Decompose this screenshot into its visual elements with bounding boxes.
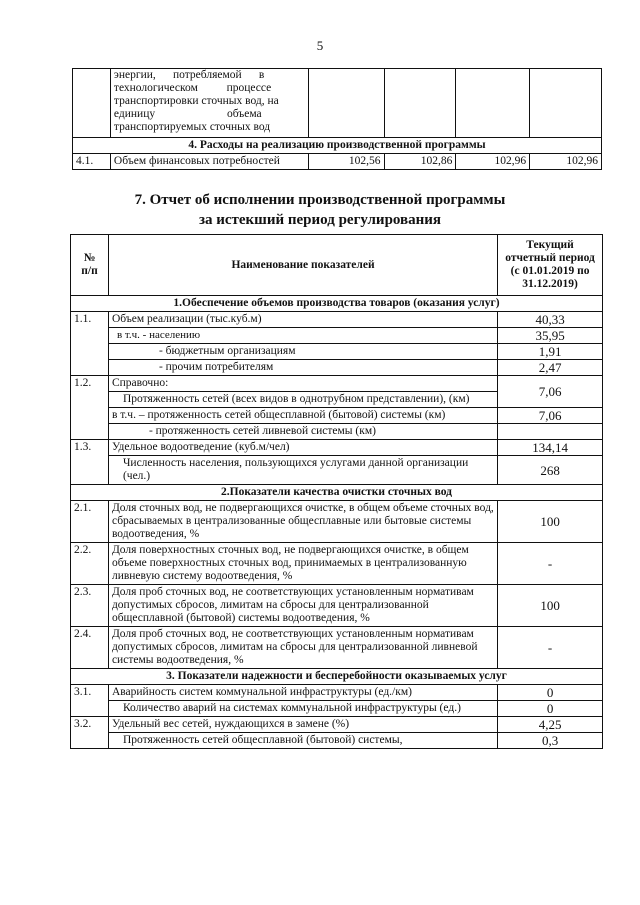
table-row bbox=[71, 501, 603, 543]
header-row bbox=[71, 235, 603, 296]
table-row bbox=[73, 154, 602, 170]
row-value-empty bbox=[498, 424, 603, 440]
row-number: 3.2. bbox=[71, 717, 109, 749]
continued-text-line: транспортировки сточных вод, на bbox=[113, 95, 279, 107]
table-row bbox=[71, 376, 603, 392]
continued-row bbox=[73, 69, 602, 138]
header-num-pp: п/п bbox=[81, 265, 98, 277]
row-number: 2.1. bbox=[71, 501, 109, 543]
row-name: - прочим потребителям bbox=[108, 360, 497, 376]
continued-text-line: транспортируемых сточных вод bbox=[113, 121, 271, 133]
header-num bbox=[71, 235, 109, 296]
row-value: 35,95 bbox=[498, 328, 603, 344]
row-value: 134,14 bbox=[498, 440, 603, 456]
table-row bbox=[71, 456, 603, 485]
continued-text-line: единицу объема bbox=[113, 108, 262, 120]
row-number: 2.3. bbox=[71, 585, 109, 627]
row-name: в т.ч. – протяженность сетей общесплавной (бытовой) системы (км) bbox=[108, 408, 497, 424]
row-value: 0,3 bbox=[498, 733, 603, 749]
table-row bbox=[71, 733, 603, 749]
row-value: 2,47 bbox=[498, 360, 603, 376]
row-name: Доля поверхностных сточных вод, не подвергающихся очистке, в общем объеме поверхностных сточных вод, принимаемых в централизованную ливневую систему водоотведения, % bbox=[108, 543, 497, 585]
title-line-2: за истекший период регулирования bbox=[198, 212, 442, 228]
row-value: 100 bbox=[498, 501, 603, 543]
row-number: 2.2. bbox=[71, 543, 109, 585]
row-value: 4,25 bbox=[498, 717, 603, 733]
table-row bbox=[71, 440, 603, 456]
header-name: Наименование показателей bbox=[108, 235, 497, 296]
header-period: Текущий отчетный период (с 01.01.2019 по 31.12.2019) bbox=[498, 235, 603, 296]
row-value: 0 bbox=[498, 685, 603, 701]
row-value: - bbox=[498, 627, 603, 669]
row-value: 102,56 bbox=[308, 154, 384, 170]
table-row bbox=[71, 360, 603, 376]
row-value: 100 bbox=[498, 585, 603, 627]
row-name: Доля проб сточных вод, не соответствующих установленным нормативам допустимых сбросов, лимитам на сбросы для централизованной общесплавной (бытовой) системы водоотведения, % bbox=[108, 585, 497, 627]
section3-header: 3. Показатели надежности и бесперебойности оказываемых услуг bbox=[71, 669, 603, 685]
row-name: Протяженность сетей (всех видов в однотрубном представлении), (км) bbox=[108, 392, 497, 408]
continued-text-line: технологическом процессе bbox=[113, 82, 272, 94]
report-table bbox=[70, 234, 603, 749]
row-name: Доля проб сточных вод, не соответствующих установленным нормативам допустимых сбросов, лимитам на сбросы для централизованной ливневой системы водоотведения, % bbox=[108, 627, 497, 669]
table-row bbox=[71, 627, 603, 669]
page-number: 5 bbox=[316, 38, 324, 53]
row-name: Удельный вес сетей, нуждающихся в замене (%) bbox=[108, 717, 497, 733]
row-value: 102,96 bbox=[456, 154, 530, 170]
row-name: в т.ч. - населению bbox=[108, 328, 497, 344]
row-number: 2.4. bbox=[71, 627, 109, 669]
row-value: 102,96 bbox=[530, 154, 602, 170]
row-name: Численность населения, пользующихся услугами данной организации (чел.) bbox=[108, 456, 497, 485]
table-row bbox=[71, 717, 603, 733]
row-value: 40,33 bbox=[498, 312, 603, 328]
row-number: 1.3. bbox=[71, 440, 109, 485]
row-number: 1.1. bbox=[71, 312, 109, 376]
table-row bbox=[71, 344, 603, 360]
table-row bbox=[71, 408, 603, 424]
row-name: Объем реализации (тыс.куб.м) bbox=[108, 312, 497, 328]
title-line-1: 7. Отчет об исполнении производственной программы bbox=[134, 192, 506, 208]
row-value: 7,06 bbox=[498, 408, 603, 424]
section-header-row bbox=[73, 138, 602, 154]
row-name: Объем финансовых потребностей bbox=[110, 154, 308, 170]
row-value: - bbox=[498, 543, 603, 585]
row-name: Справочно: bbox=[108, 376, 497, 392]
table-row bbox=[71, 424, 603, 440]
continued-table bbox=[72, 68, 602, 170]
table-row bbox=[71, 685, 603, 701]
row-value: 1,91 bbox=[498, 344, 603, 360]
table-row bbox=[71, 543, 603, 585]
section1-header: 1.Обеспечение объемов производства товаров (оказания услуг) bbox=[71, 296, 603, 312]
header-num-sign: № bbox=[83, 252, 96, 264]
table-row bbox=[71, 312, 603, 328]
row-number: 1.2. bbox=[71, 376, 109, 440]
section4-header: 4. Расходы на реализацию производственной программы bbox=[73, 138, 602, 154]
table-row bbox=[71, 585, 603, 627]
row-value: 268 bbox=[498, 456, 603, 485]
row-value: 0 bbox=[498, 701, 603, 717]
continued-text-line: энергии, потребляемой в bbox=[113, 69, 265, 81]
section2-header: 2.Показатели качества очистки сточных вод bbox=[71, 485, 603, 501]
row-name: Удельное водоотведение (куб.м/чел) bbox=[108, 440, 497, 456]
row-name: Количество аварий на системах коммунальной инфраструктуры (ед.) bbox=[108, 701, 497, 717]
row-number: 4.1. bbox=[73, 154, 111, 170]
row-value: 7,06 bbox=[498, 376, 603, 408]
row-value: 102,86 bbox=[384, 154, 456, 170]
table-row bbox=[71, 328, 603, 344]
table-row bbox=[71, 701, 603, 717]
row-name: Аварийность систем коммунальной инфраструктуры (ед./км) bbox=[108, 685, 497, 701]
section-title bbox=[0, 190, 640, 230]
row-name: Доля сточных вод, не подвергающихся очистке, в общем объеме сточных вод, сбрасываемых в централизованные общесплавные или бытовые системы водоотведения, % bbox=[108, 501, 497, 543]
row-name: - протяженность сетей ливневой системы (км) bbox=[108, 424, 497, 440]
row-name: - бюджетным организациям bbox=[108, 344, 497, 360]
row-name: Протяженность сетей общесплавной (бытовой) системы, bbox=[108, 733, 497, 749]
row-number: 3.1. bbox=[71, 685, 109, 717]
